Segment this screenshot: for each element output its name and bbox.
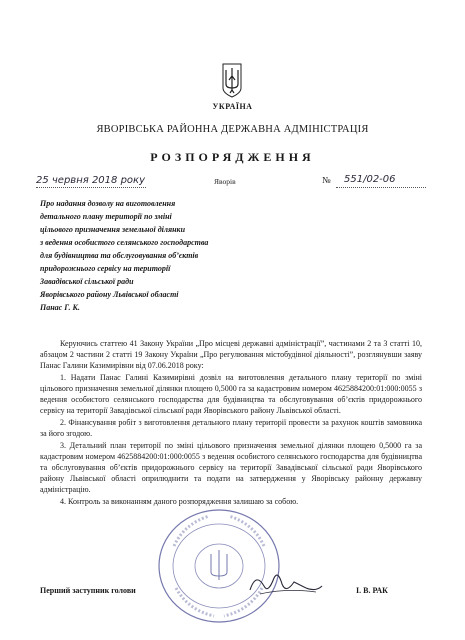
number-underline <box>336 187 426 188</box>
document-type: РОЗПОРЯДЖЕННЯ <box>150 150 315 164</box>
handwritten-signature <box>246 568 326 598</box>
trident-emblem-icon <box>220 62 244 98</box>
body-paragraph: 1. Надати Панас Галині Казимирівні дозвіл на виготовлення детального плану території по зміні цільового призначення земельної ділянки площею 0,5000 га за кадастровим номером 4625884200:01:000:0055 з ведення особистого селянського господарства для будівництва та обслуговування об’єктів придорожнього сервісу на території Завадівської сільської ради Яворівського району Львівської області. <box>40 373 422 415</box>
subject-line: Про надання дозволу на виготовлення <box>40 199 176 208</box>
document-date: 25 червня 2018 року <box>36 175 145 186</box>
document-body <box>40 338 422 508</box>
subject-line: придорожнього сервісу на території <box>40 264 171 273</box>
document-city: Яворів <box>214 177 236 186</box>
official-seal-stamp <box>154 506 284 626</box>
subject-line: Яворівського району Львівської області <box>40 290 179 299</box>
country-title: УКРАЇНА <box>212 102 253 111</box>
signatory-title: Перший заступник голови <box>40 586 136 595</box>
body-paragraph: 2. Фінансування робіт з виготовлення детального плану території провести за рахунок коштів замовника за його згодою. <box>40 418 422 438</box>
body-paragraph: Керуючись статтею 41 Закону України „Про місцеві державні адміністрації”, частинами 2 та 3 статті 10, абзацом 2 частини 2 статті 19 Закону України „Про регулювання містобудівної діяльності”, розглянувши заяву Панас Галини Казимирівни від 07.06.2018 року: <box>40 339 422 370</box>
number-prefix: № <box>322 175 331 185</box>
subject-line: Завадівської сільської ради <box>40 277 134 286</box>
subject-line: Панас Г. К. <box>40 303 80 312</box>
body-paragraph: 3. Детальний план території по зміні цільового призначення земельної ділянки площею 0,5000 га за кадастровим номером 4625884200:01:000:0055 з ведення особистого селянського господарства для будівництва та обслуговування об’єктів придорожнього сервісу на території Завадівської сільської ради Яворівського району Львівської області оприлюднити та подати на затвердження у Яворівську районну державну адміністрацію. <box>40 441 422 494</box>
administration-name: ЯВОРІВСЬКА РАЙОННА ДЕРЖАВНА АДМІНІСТРАЦІЯ <box>96 124 369 135</box>
document-number: 551/02-06 <box>344 174 396 185</box>
signatory-name: І. В. РАК <box>356 586 388 595</box>
date-underline <box>36 187 146 188</box>
subject-line: детального плану території по зміні <box>40 212 172 221</box>
subject-line: для будівництва та обслуговування об’єктів <box>40 251 199 260</box>
subject-line: з ведення особистого селянського господарства <box>40 238 209 247</box>
subject-line: цільового призначення земельної ділянки <box>40 225 186 234</box>
body-paragraph: 4. Контроль за виконанням даного розпорядження залишаю за собою. <box>60 497 299 506</box>
document-subject <box>40 197 300 314</box>
